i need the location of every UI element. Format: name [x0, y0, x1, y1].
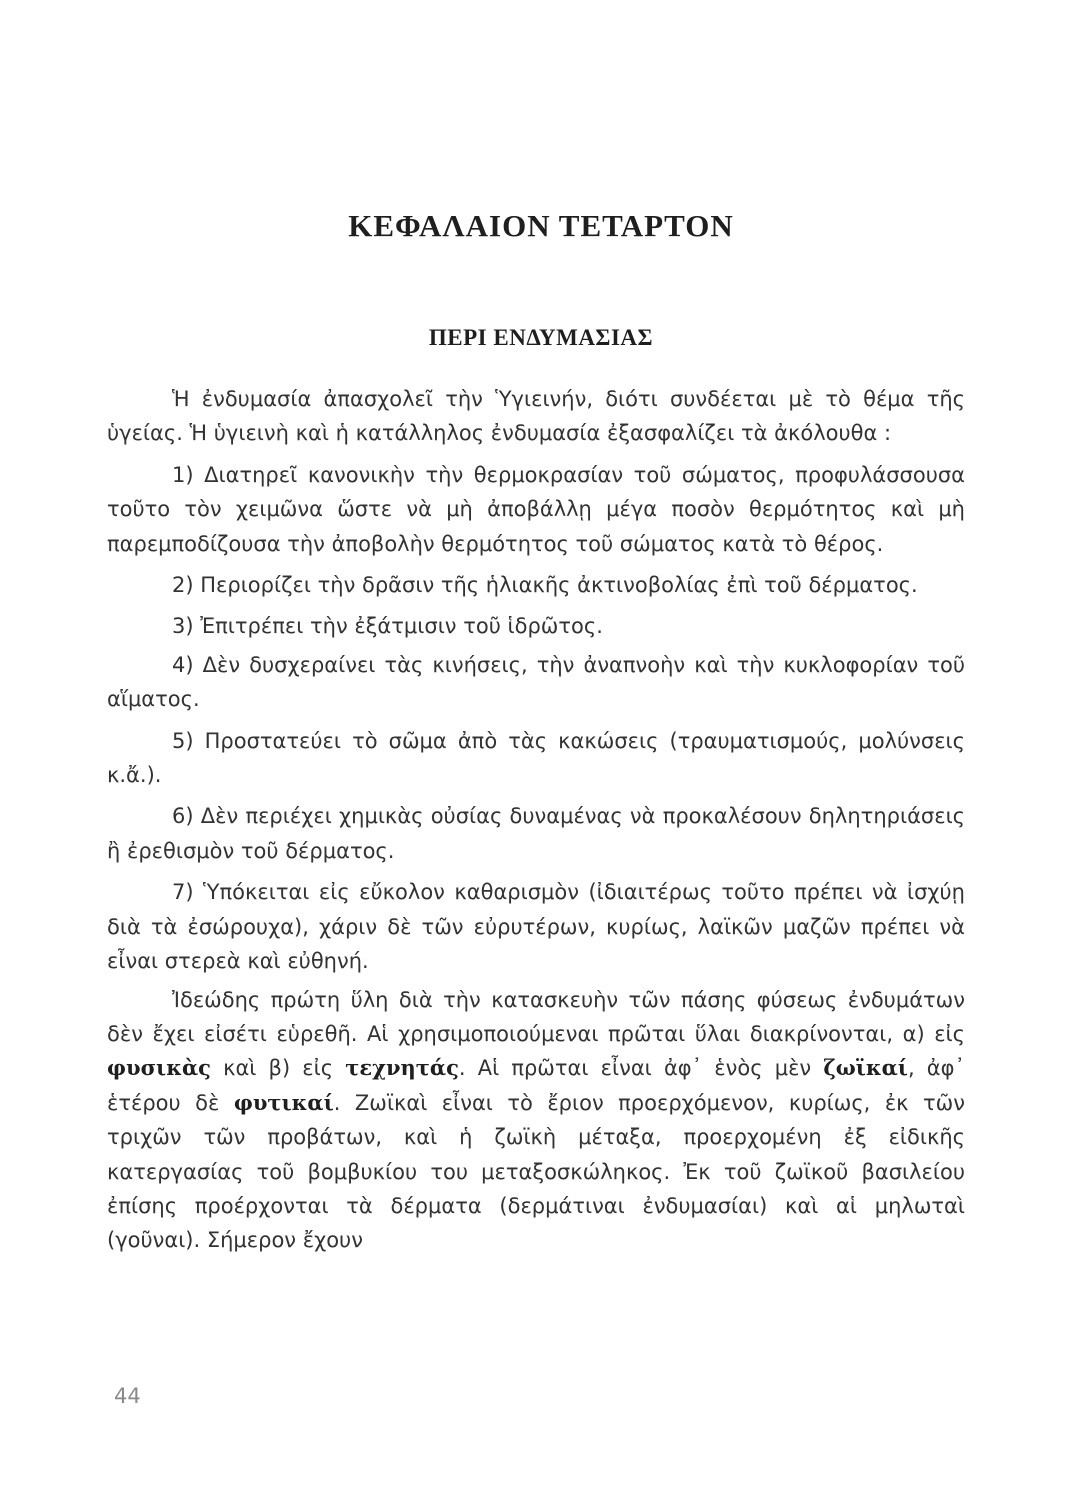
paragraph-intro: Ἡ ἐνδυμασία ἀπασχολεῖ τὴν Ὑγιεινήν, διότι συνδέεται μὲ τὸ θέμα τῆς ὑγείας. Ἡ ὑγιεινὴ καὶ ἡ κατάλληλος ἐνδυμασία ἐξασφαλίζει τὰ ἀκόλουθα : [107, 387, 965, 446]
list-item-7: 7) Ὑπόκειται εἰς εὔκολον καθαρισμὸν (ἰδιαιτέρως τοῦτο πρέπει νὰ ἰσχύῃ διὰ τὰ ἐσώρουχα), χάριν δὲ τῶν εὐρυτέρων, κυρίως, λαϊκῶν μαζῶν πρέπει νὰ εἶναι στερεὰ καὶ εὐθηνή. [107, 880, 965, 974]
text-segment: καὶ β) εἰς [210, 1056, 346, 1081]
body-text [107, 382, 965, 1265]
bold-term-plant: φυτικαί [233, 1089, 334, 1115]
list-item-6: 6) Δὲν περιέχει χημικὰς οὐσίας δυναμένας νὰ προκαλέσουν δηλητηριάσεις ἢ ἐρεθισμὸν τοῦ δέρματος. [107, 804, 965, 863]
section-title: ΠΕΡΙ ΕΝΔΥΜΑΣΙΑΣ [428, 325, 654, 350]
page-number: 44 [114, 1384, 141, 1408]
text-segment: Ἰδεώδης πρώτη ὕλη διὰ τὴν κατασκευὴν τῶν πάσης φύσεως ἐνδυμάτων δὲν ἔχει εἰσέτι εὑρεθῆ. Αἱ χρησιμοποιούμεναι πρῶται ὕλαι διακρίνονται, α) εἰς [107, 987, 965, 1046]
bold-term-natural: φυσικὰς [107, 1055, 211, 1081]
paragraph-materials [107, 983, 965, 1258]
text-segment: . Αἱ πρῶται εἶναι ἀφ᾽ ἑνὸς μὲν [458, 1056, 824, 1081]
list-item-1: 1) Διατηρεῖ κανονικὴν τὴν θερμοκρασίαν τοῦ σώματος, προφυλάσσουσα τοῦτο τὸν χειμῶνα ὥστε νὰ μὴ ἀποβάλλῃ μέγα ποσὸν θερμότητος καὶ μὴ παρεμποδίζουσα τὴν ἀποβολὴν θερμότητος τοῦ σώματος κατὰ τὸ θέρος. [107, 462, 965, 556]
text-segment: , ἀφ᾽ ἑτέρου δὲ [107, 1056, 965, 1115]
list-item-3: 3) Ἐπιτρέπει τὴν ἐξάτμισιν τοῦ ἱδρῶτος. [172, 614, 603, 639]
list-item-2: 2) Περιορίζει τὴν δρᾶσιν τῆς ἡλιακῆς ἀκτινοβολίας ἐπὶ τοῦ δέρματος. [172, 573, 918, 598]
list-item-4: 4) Δὲν δυσχεραίνει τὰς κινήσεις, τὴν ἀναπνοὴν καὶ τὴν κυκλοφορίαν τοῦ αἵματος. [107, 652, 965, 712]
chapter-title: ΚΕΦΑΛΑΙΟΝ ΤΕΤΑΡΤΟΝ [348, 208, 734, 243]
bold-term-animal: ζωϊκαί [823, 1055, 908, 1081]
text-segment: . Ζωϊκαὶ εἶναι τὸ ἔριον προερχόμενον, κυρίως, ἐκ τῶν τριχῶν τῶν προβάτων, καὶ ἡ ζωϊκὴ μέταξα, προερχομένη ἐξ εἰδικῆς κατεργασίας τοῦ βομβυκίου του μεταξοσκώληκος. Ἐκ τοῦ ζωϊκοῦ βασιλείου ἐπίσης προέρχονται τὰ δέρματα (δερμάτιναι ἐνδυμασίαι) καὶ αἱ μηλωταὶ (γοῦναι). Σήμερον ἔχουν [107, 1090, 965, 1253]
list-item-5: 5) Προστατεύει τὸ σῶμα ἀπὸ τὰς κακώσεις (τραυματισμούς, μολύνσεις κ.ἄ.). [107, 728, 965, 788]
bold-term-artificial: τεχνητάς [345, 1055, 459, 1081]
